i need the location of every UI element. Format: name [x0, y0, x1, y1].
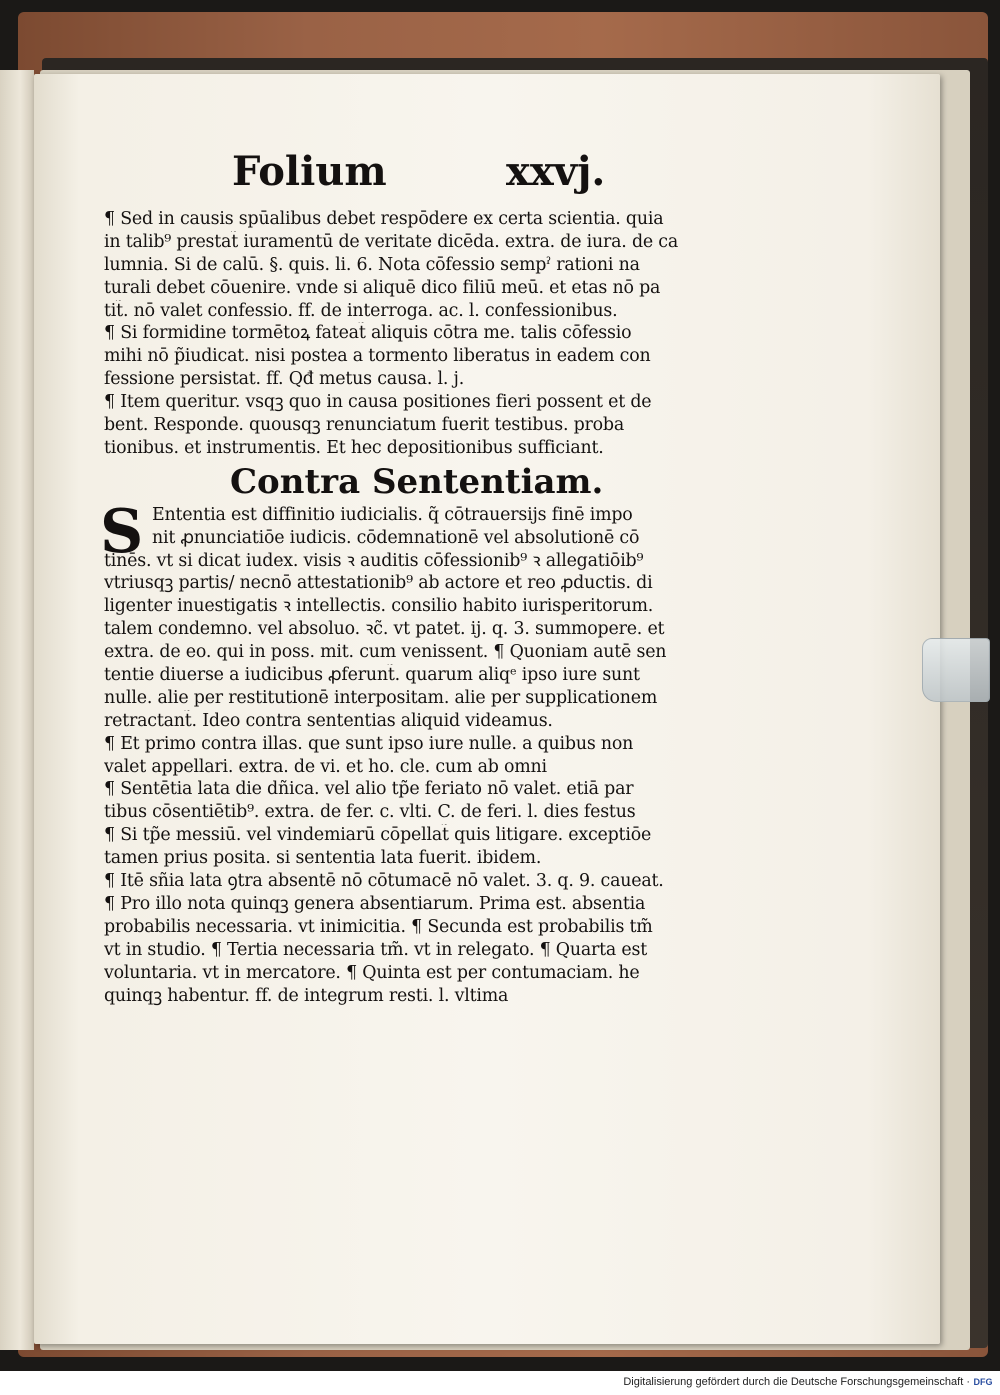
text-line: ¶ Itē sñia lata ꝯtra absentē nō cōtumacē nō valet. 3. q. 9. caueat. [104, 871, 664, 892]
section-heading: Contra Sententiam. [230, 461, 604, 502]
text-line: ¶ Sentētia lata die dñica. vel alio tp̃e feriato nō valet. etiā par [104, 779, 634, 800]
text-line: tamen prius posita. si sententia lata fuerit. ibidem. [104, 848, 542, 869]
text-line: nit ꝓnunciatiōe iudicis. cōdemnationē vel absolutionē cō [152, 527, 640, 548]
digitization-credit: Digitalisierung gefördert durch die Deutsche Forschungsgemeinschaft · [623, 1376, 970, 1388]
text-line: vt in studio. ¶ Tertia necessaria tm̃. vt in relegato. ¶ Quarta est [104, 939, 648, 960]
text-line: voluntaria. vt in mercatore. ¶ Quinta est per contumaciam. he [104, 962, 640, 983]
text-before-heading [104, 208, 716, 460]
text-line: valet appellari. extra. de vi. et ho. cle. cum ab omni [104, 756, 547, 777]
text-line: tit̃. nō valet confessio. ff. de interroga. ac. l. confessionibus. [104, 300, 618, 321]
text-line: tentie diuerse a iudicibus ꝓferunt̃. quarum aliqᵉ ipso iure sunt [104, 665, 640, 686]
drop-initial: S [100, 496, 144, 567]
text-line: probabilis necessaria. vt inimicitia. ¶ Secunda est probabilis tm̃ [104, 916, 653, 937]
folio-number: xxvj. [506, 148, 606, 195]
folio-label: Folium [232, 148, 387, 195]
text-line: tibus cōsentiētib⁹. extra. de fer. c. vlti. C. de feri. l. dies festus [104, 802, 636, 823]
text-line: mihi nō p̃iudicat. nisi postea a tormento liberatus in eadem con [104, 346, 651, 367]
text-line: talem condemno. vel absoluo. ꝛc̃. vt patet. ij. q. 3. summopere. et [104, 619, 665, 640]
text-line: quinqꝫ habentur. ff. de integrum resti. l. vltima [104, 985, 509, 1006]
dfg-logo: DFG [973, 1377, 993, 1387]
text-line: fessione persistat. ff. Qđ metus causa. l. j. [104, 369, 465, 390]
text-column [100, 148, 716, 1007]
text-line: ¶ Sed in causis spūalibus debet respōdere ex certa scientia. quia [104, 209, 664, 229]
text-line: in talib⁹ prestat̃ iuramentū de veritate dicēda. extra. de iura. de ca [104, 231, 679, 252]
text-line: ¶ Si formidine tormētoꝝ fateat̃ aliquis cōtra me. talis cōfessio [104, 323, 632, 344]
text-line: Ententia est diffinitio iudicialis. q̃ cōtrauersijs finē impo [152, 504, 633, 525]
bookmark-tab [922, 638, 990, 702]
text-after-heading [100, 496, 716, 1008]
page-header [104, 148, 716, 208]
text-line: retractant̃. Ideo contra sententias aliquid videamus. [104, 710, 553, 731]
text-line: tionibus. et instrumentis. Et hec depositionibus sufficiant. [104, 437, 604, 458]
text-line: turali debet cōuenire. vnde si aliquē dico filiū meū. et etas nō pa [104, 277, 661, 298]
facing-page-edge [0, 70, 34, 1350]
text-line: tinēs. vt si dicat iudex. visis ꝛ auditis cōfessionib⁹ ꝛ allegatiōib⁹ [104, 550, 644, 571]
text-line: nulle. alie per restitutionē interpositam. alie per supplicationem [104, 687, 658, 708]
text-line: lumnia. Si de calū. §. quis. li. 6. Nota cōfessio sempˀ rationi na [104, 254, 640, 275]
text-line: extra. de eo. qui in poss. mit. cum venissent. ¶ Quoniam autē sen [104, 642, 667, 663]
text-line: ¶ Et primo contra illas. que sunt ipso iure nulle. a quibus non [104, 733, 634, 754]
text-line: vtriusqꝫ partis/ necnō attestationib⁹ ab actore et reo ꝓductis. di [104, 573, 653, 594]
text-line: ¶ Item queritur. vsqꝫ quo in causa positiones fieri possent et de [104, 392, 652, 413]
text-line: ligenter inuestigatis ꝛ intellectis. consilio habito iurisperitorum. [104, 596, 654, 617]
text-line: ¶ Si tp̃e messiū. vel vindemiarū cōpellat̃ quis litigare. exceptiōe [104, 825, 652, 846]
text-line: ¶ Pro illo nota quinqꝫ genera absentiarum. Prima est. absentia [104, 893, 646, 914]
text-line: bent. Responde. quousqꝫ renunciatum fuerit testibus. proba [104, 415, 625, 436]
